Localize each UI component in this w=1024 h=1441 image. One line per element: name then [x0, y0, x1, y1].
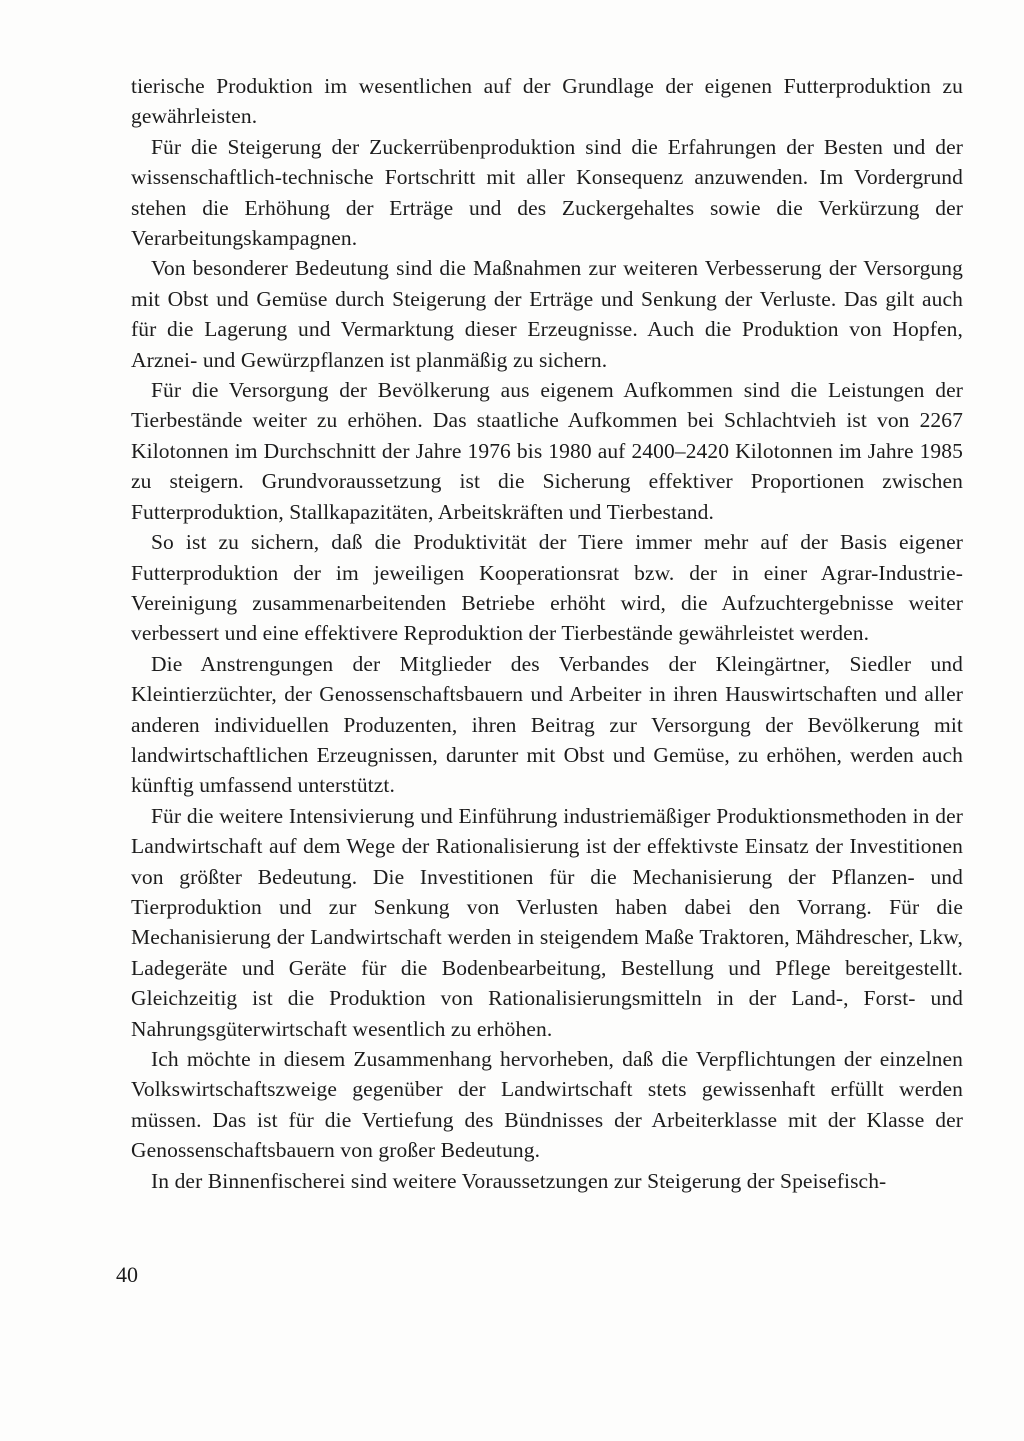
paragraph-2: Für die Steigerung der Zuckerrübenproduktion sind die Erfahrungen der Besten und der wissenschaftlich-technische Fortschritt mit aller Konsequenz anzuwenden. Im Vordergrund stehen die Erhöhung der Erträge und des Zuckergehaltes sowie die Verkürzung der Verarbeitungskampagnen.: [131, 134, 963, 251]
paragraph-5: So ist zu sichern, daß die Produktivität der Tiere immer mehr auf der Basis eigener Futterproduktion der im jeweiligen Kooperationsrat bzw. der in einer Agrar-Industrie-Vereinigung zusammenarbeitenden Betriebe erhöht wird, die Aufzuchtergebnisse weiter verbessert und eine effektivere Reproduktion der Tierbestände gewährleistet werden.: [131, 530, 963, 646]
paragraph-3: Von besonderer Bedeutung sind die Maßnahmen zur weiteren Verbesserung der Versorgung mit Obst und Gemüse durch Steigerung der Erträge und Senkung der Verluste. Das gilt auch für die Lagerung und Vermarktung dieser Erzeugnisse. Auch die Produktion von Hopfen, Arznei- und Gewürzpflanzen ist planmäßig zu sichern.: [131, 256, 963, 372]
body-text: [131, 71, 963, 1196]
paragraph-6: Die Anstrengungen der Mitglieder des Verbandes der Kleingärtner, Siedler und Kleintierzüchter, der Genossenschaftsbauern und Arbeiter in ihren Hauswirtschaften und aller anderen individuellen Produzenten, ihren Beitrag zur Versorgung der Bevölkerung mit landwirtschaftlichen Erzeugnissen, darunter mit Obst und Gemüse, zu erhöhen, werden auch künftig umfassend unterstützt.: [131, 651, 963, 798]
page-number: 40: [116, 1262, 138, 1287]
paragraph-1: tierische Produktion im wesentlichen auf der Grundlage der eigenen Futterproduktion zu gewährleisten.: [131, 74, 963, 129]
paragraph-9: In der Binnenfischerei sind weitere Voraussetzungen zur Steigerung der Speisefisch-: [151, 1168, 887, 1193]
paragraph-8: Ich möchte in diesem Zusammenhang hervorheben, daß die Verpflichtungen der einzelnen Volkswirtschaftszweige gegenüber der Landwirtschaft stets gewissenhaft erfüllt werden müssen. Das ist für die Vertiefung des Bündnisses der Arbeiterklasse mit der Klasse der Genossenschaftsbauern von großer Bedeutung.: [131, 1047, 963, 1163]
paragraph-7: Für die weitere Intensivierung und Einführung industriemäßiger Produktionsmethoden in der Landwirtschaft auf dem Wege der Rationalisierung ist der effektivste Einsatz der Investitionen von größter Bedeutung. Die Investitionen für die Mechanisierung der Pflanzen- und Tierproduktion und zur Senkung von Verlusten haben dabei den Vorrang. Für die Mechanisierung der Landwirtschaft werden in steigendem Maße Traktoren, Mähdrescher, Lkw, Ladegeräte und Geräte für die Bodenbearbeitung, Bestellung und Pflege bereitgestellt. Gleichzeitig ist die Produktion von Rationalisierungsmitteln in der Land-, Forst- und Nahrungsgüterwirtschaft wesentlich zu erhöhen.: [131, 803, 963, 1041]
paragraph-4: Für die Versorgung der Bevölkerung aus eigenem Aufkommen sind die Leistungen der Tierbestände weiter zu erhöhen. Das staatliche Aufkommen bei Schlachtvieh ist von 2267 Kilotonnen im Durchschnitt der Jahre 1976 bis 1980 auf 2400–2420 Kilotonnen im Jahre 1985 zu steigern. Grundvoraussetzung ist die Sicherung effektiver Proportionen zwischen Futterproduktion, Stallkapazitäten, Arbeitskräften und Tierbestand.: [131, 378, 963, 524]
